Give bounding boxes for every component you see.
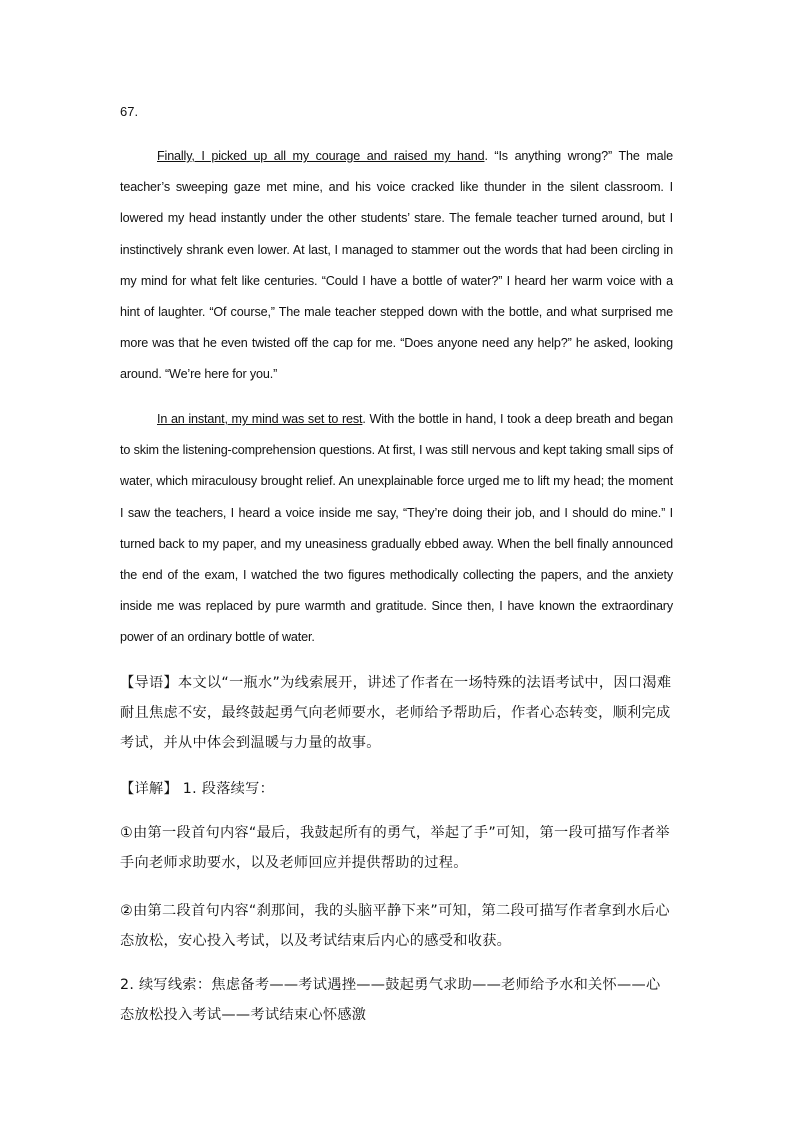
guide-text: 【导语】本文以“一瓶水”为线索展开，讲述了作者在一场特殊的法语考试中，因口渴难耐且焦虑不安，最终鼓起勇气向老师要水，老师给予帮助后，作者心态转变，顺利完成考试，并从中体会到温暖与力量的故事。 — [120, 675, 672, 751]
story-paragraph-2 — [120, 404, 673, 654]
paragraph-2-body: . With the bottle in hand, I took a deep breath and began to skim the listening-comprehension questions. At first, I was still nervous and kept taking small sips of water, which miraculousy brought relief. An unexplainable force urged me to lift my head; the moment I saw the teachers, I heard a voice inside me say, “They’re doing their job, and I should do mine.” I turned back to my paper, and my uneasiness gradually ebbed away. When the bell finally announced the end of the exam, I watched the two figures methodically collecting the papers, and the anxiety inside me was replaced by pure warmth and gratitude. Since then, I have known the extraordinary power of an ordinary bottle of water. — [120, 412, 674, 645]
paragraph-1-opening-sentence: Finally, I picked up all my courage and raised my hand — [157, 149, 485, 163]
story-paragraph-1 — [120, 141, 673, 391]
detail-heading: 【详解】 1. 段落续写： — [120, 781, 275, 797]
detail-point-1: ①由第一段首句内容“最后，我鼓起所有的勇气，举起了手”可知，第一段可描写作者举手向老师求助要水，以及老师回应并提供帮助的过程。 — [120, 825, 670, 871]
detail-point-2: ②由第二段首句内容“刹那间，我的头脑平静下来”可知，第二段可描写作者拿到水后心态放松，安心投入考试，以及考试结束后内心的感受和收获。 — [120, 903, 670, 949]
writing-clues: 2. 续写线索：焦虑备考——考试遇挫——鼓起勇气求助——老师给予水和关怀——心态放松投入考试——考试结束心怀感激 — [120, 977, 661, 1023]
paragraph-1-body: . “Is anything wrong?” The male teacher’s sweeping gaze met mine, and his voice cracked like thunder in the silent classroom. I lowered my head instantly under the other students’ stare. The female teacher turned around, but I instinctively shrank even lower. At last, I managed to stammer out the words that had been circling in my mind for what felt like centuries. “Could I have a bottle of water?” I heard her warm voice with a hint of laughter. “Of course,” The male teacher stepped down with the bottle, and what surprised me more was that he even twisted off the cap for me. “Does anyone need any help?” he asked, looking around. “We’re here for you.” — [120, 149, 674, 382]
paragraph-2-opening-sentence: In an instant, my mind was set to rest — [157, 412, 363, 426]
question-number: 67. — [120, 104, 139, 119]
